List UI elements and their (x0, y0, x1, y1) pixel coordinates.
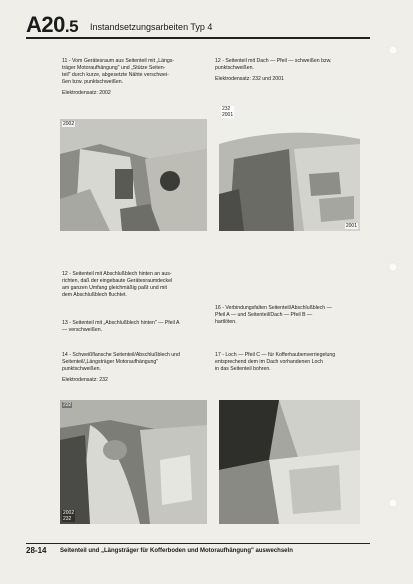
step-12-electrode: Elektrodensatz: 232 und 2001 (215, 76, 284, 82)
step-14-electrode: Elektrodensatz: 232 (62, 377, 108, 383)
photo-2-label-top: 232 2001 (222, 106, 234, 118)
section-code (26, 12, 78, 40)
step-12-left (62, 271, 212, 299)
page-number: 28-14 (26, 546, 47, 555)
step-13-text: 13 - Seitenteil mit „Abschlußblech hinten" — Pfeil A — verschweißen. (62, 320, 180, 333)
footer-title: Seitenteil und „Längsträger für Kofferboden und Motoraufhängung" auswechseln (60, 548, 293, 554)
step-13 (62, 320, 212, 334)
photo-step-17 (219, 400, 360, 524)
punch-hole (388, 262, 398, 272)
header-title: Instandsetzungsarbeiten Typ 4 (90, 22, 213, 32)
step-16 (215, 305, 365, 326)
step-12-text: 12 - Seitenteil mit Dach — Pfeil — schweißen bzw. punktschweißen. (215, 58, 332, 71)
punch-hole (388, 498, 398, 508)
photo-step-14-image (60, 400, 207, 524)
photo-step-11 (60, 119, 207, 231)
punch-hole (388, 45, 398, 55)
step-16-text: 16 - Verbindungsfalten Seitenteil/Abschlußblech — Pfeil A — und Seitenteil/Dach — Pfeil B — hartlöten. (215, 305, 332, 325)
photo-step-11-image (60, 119, 207, 231)
footer-rule (26, 543, 370, 544)
photo-2-label-bottom: 2001 (345, 223, 357, 229)
step-14 (62, 352, 212, 384)
photo-step-14 (60, 400, 207, 524)
step-11 (62, 58, 212, 97)
photo-1-label: 2002 (63, 121, 75, 127)
photo-step-12 (219, 104, 360, 231)
step-12-left-text: 12 - Seitenteil mit Abschlußblech hinten an aus- richten, daß der eingebaute Gerätesraumdeckel am ganzen Umfang gleichmäßig paßt und mit dem Abschlußblech fluchtet. (62, 271, 173, 298)
step-11-electrode: Elektrodensatz: 2002 (62, 90, 111, 96)
photo-step-17-image (219, 400, 360, 524)
step-17-text: 17 - Loch — Pfeil C — für Kofferhaubenverriegelung entsprechend dem im Dach vorhandenen Loch in das Seitenteil bohren. (215, 352, 336, 372)
header-rule (26, 37, 370, 39)
photo-3-label: 232 (63, 402, 72, 408)
step-17 (215, 352, 365, 373)
step-11-text: 11 - Vom Gerätesraum aus Seitenteil mit „Längs- träger Motoraufhängung" und „Stütze Seiten- teil" durch kurze, abgesetzte Nähte verschwei- ßen bzw. punktschweißen. (62, 58, 175, 85)
photo-step-12-image (219, 104, 360, 231)
photo-3-label-2: 2002 232 (63, 510, 75, 522)
step-12 (215, 58, 365, 83)
section-code-sub: .5 (64, 17, 79, 36)
step-14-text: 14 - Schweißflansche Seitenteil/Abschlußblech und Seitenteil/„Längsträger Motoraufhängung" punktschweißen. (62, 352, 180, 372)
section-code-main: A20 (26, 12, 65, 37)
